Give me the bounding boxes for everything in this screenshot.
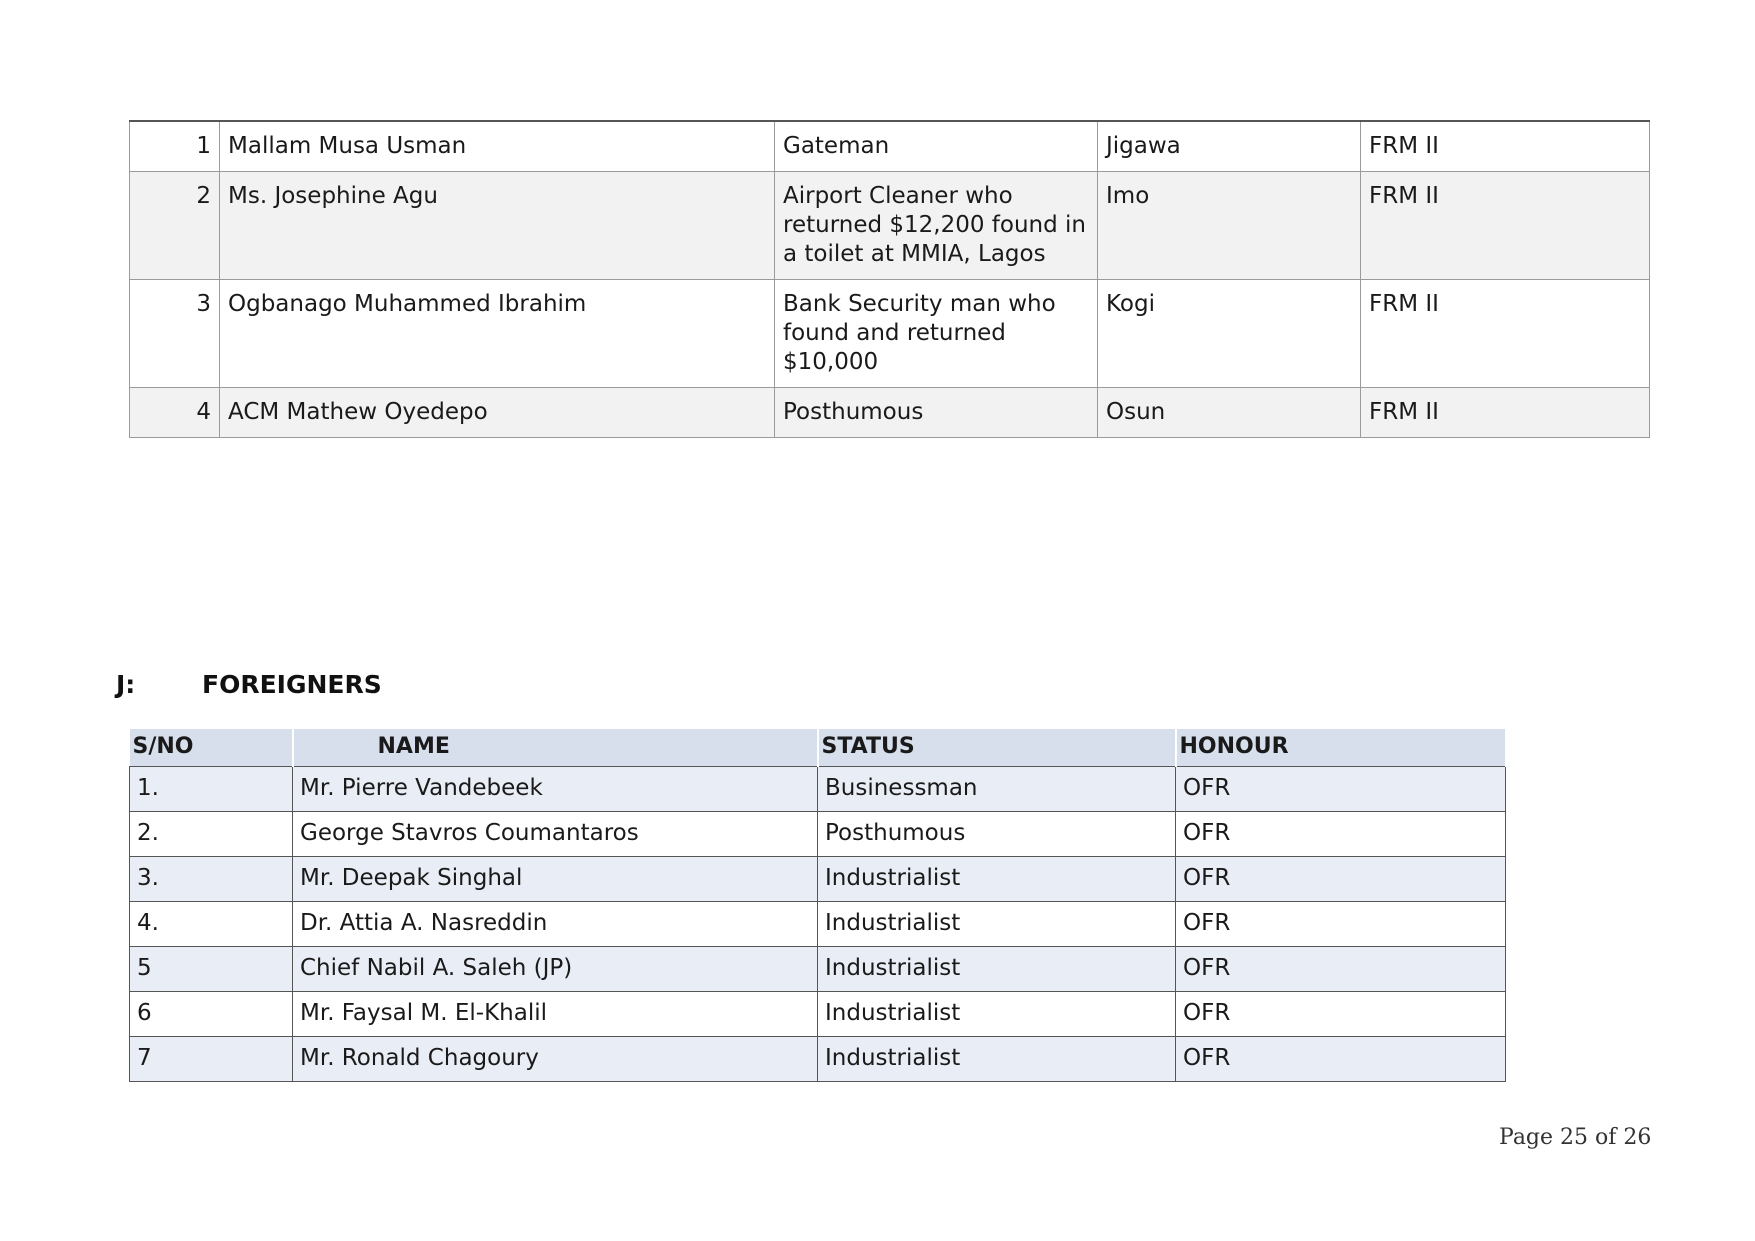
table-row — [130, 857, 1506, 902]
row-number: 3 — [130, 280, 220, 388]
awardee-honour: FRM II — [1361, 121, 1650, 172]
row-number: 1 — [130, 121, 220, 172]
column-header-name: NAME — [293, 729, 818, 767]
status-cell: Industrialist — [818, 857, 1176, 902]
sno-cell: 5 — [130, 947, 293, 992]
table-row — [130, 280, 1650, 388]
section-heading — [116, 670, 382, 699]
column-header-honour: HONOUR — [1176, 729, 1506, 767]
table-row — [130, 172, 1650, 280]
honour-cell: OFR — [1176, 947, 1506, 992]
name-cell: Chief Nabil A. Saleh (JP) — [293, 947, 818, 992]
awardee-state: Imo — [1098, 172, 1361, 280]
table-row — [130, 902, 1506, 947]
table-row — [130, 947, 1506, 992]
honour-cell: OFR — [1176, 857, 1506, 902]
name-cell: Dr. Attia A. Nasreddin — [293, 902, 818, 947]
awardee-status: Airport Cleaner who returned $12,200 found in a toilet at MMIA, Lagos — [775, 172, 1098, 280]
sno-cell: 7 — [130, 1037, 293, 1082]
foreigners-table — [129, 729, 1507, 1082]
status-cell: Industrialist — [818, 902, 1176, 947]
honour-cell: OFR — [1176, 992, 1506, 1037]
table-row — [130, 767, 1506, 812]
awardees-table — [129, 120, 1650, 438]
table-row — [130, 812, 1506, 857]
name-cell: Mr. Ronald Chagoury — [293, 1037, 818, 1082]
status-cell: Industrialist — [818, 947, 1176, 992]
honour-cell: OFR — [1176, 812, 1506, 857]
column-header-status: STATUS — [818, 729, 1176, 767]
awardee-honour: FRM II — [1361, 172, 1650, 280]
status-cell: Industrialist — [818, 992, 1176, 1037]
status-cell: Industrialist — [818, 1037, 1176, 1082]
sno-cell: 4. — [130, 902, 293, 947]
row-number: 4 — [130, 388, 220, 438]
sno-cell: 1. — [130, 767, 293, 812]
awardee-status: Gateman — [775, 121, 1098, 172]
honour-cell: OFR — [1176, 902, 1506, 947]
table-row — [130, 121, 1650, 172]
awardee-state: Kogi — [1098, 280, 1361, 388]
sno-cell: 3. — [130, 857, 293, 902]
table-row — [130, 1037, 1506, 1082]
awardee-state: Jigawa — [1098, 121, 1361, 172]
awardee-name: Mallam Musa Usman — [220, 121, 775, 172]
awardee-honour: FRM II — [1361, 388, 1650, 438]
table-row — [130, 992, 1506, 1037]
honour-cell: OFR — [1176, 1037, 1506, 1082]
awardee-status: Posthumous — [775, 388, 1098, 438]
sno-cell: 6 — [130, 992, 293, 1037]
table-header-row — [130, 729, 1506, 767]
awardee-status: Bank Security man who found and returned $10,000 — [775, 280, 1098, 388]
awardee-honour: FRM II — [1361, 280, 1650, 388]
name-cell: George Stavros Coumantaros — [293, 812, 818, 857]
awardee-name: ACM Mathew Oyedepo — [220, 388, 775, 438]
awardee-name: Ms. Josephine Agu — [220, 172, 775, 280]
status-cell: Businessman — [818, 767, 1176, 812]
row-number: 2 — [130, 172, 220, 280]
sno-cell: 2. — [130, 812, 293, 857]
column-header-sno: S/NO — [130, 729, 293, 767]
table-row — [130, 388, 1650, 438]
status-cell: Posthumous — [818, 812, 1176, 857]
section-title: FOREIGNERS — [202, 670, 382, 699]
name-cell: Mr. Faysal M. El-Khalil — [293, 992, 818, 1037]
honour-cell: OFR — [1176, 767, 1506, 812]
awardee-state: Osun — [1098, 388, 1361, 438]
page-number: Page 25 of 26 — [1499, 1125, 1652, 1150]
awardee-name: Ogbanago Muhammed Ibrahim — [220, 280, 775, 388]
name-cell: Mr. Deepak Singhal — [293, 857, 818, 902]
section-letter: J: — [116, 670, 136, 699]
name-cell: Mr. Pierre Vandebeek — [293, 767, 818, 812]
